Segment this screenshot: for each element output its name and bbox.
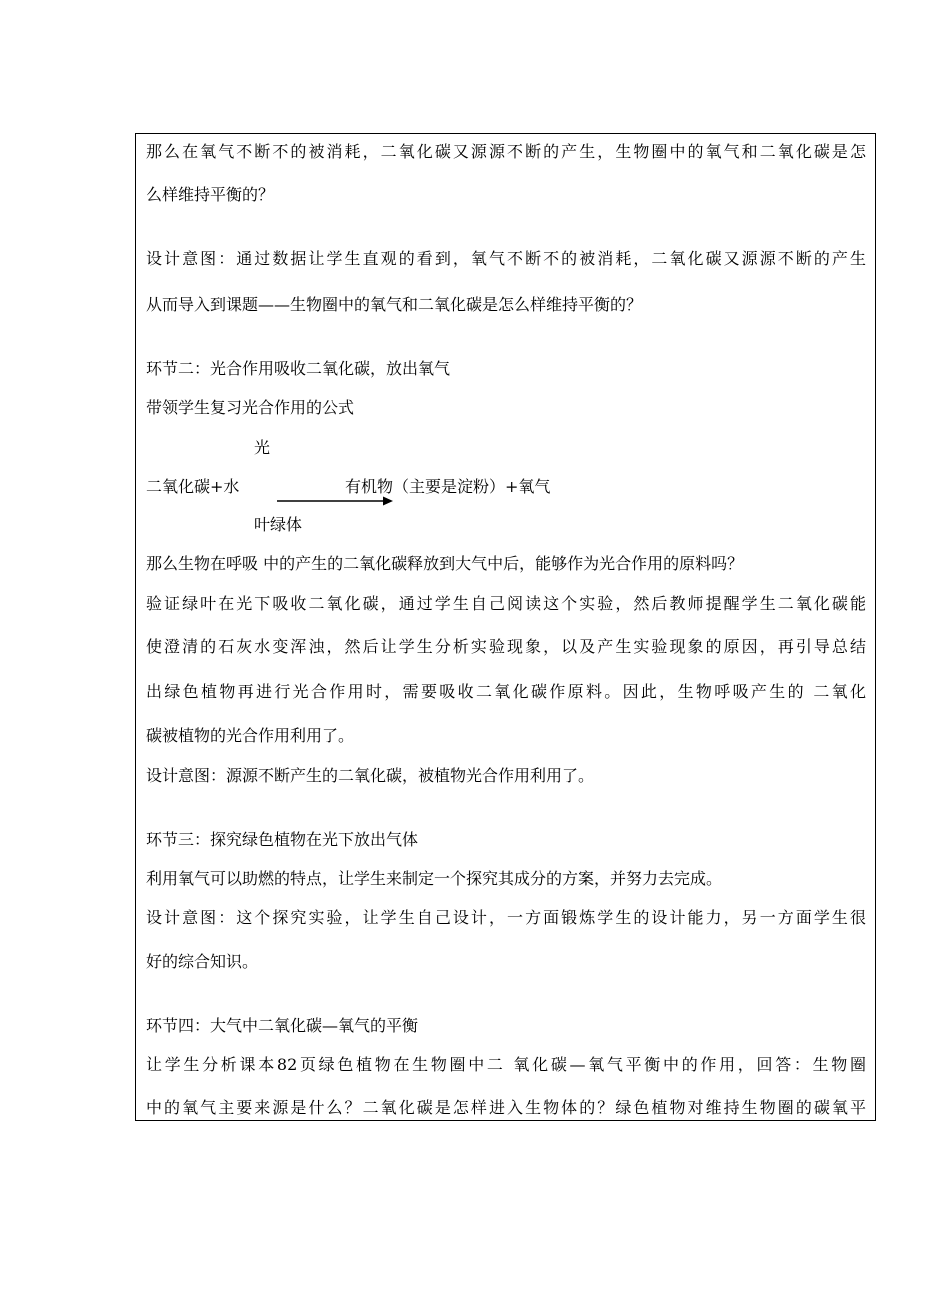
- paragraph-line: 出绿色植物再进行光合作用时，需要吸收二氧化碳作原料。因此，生物呼吸产生的 二氧化: [146, 682, 866, 701]
- formula-condition-light: 光: [254, 438, 271, 457]
- section-heading: 环节四：大气中二氧化碳—氧气的平衡: [146, 1016, 419, 1035]
- design-intent-line: 设计意图：这个探究实验，让学生自己设计，一方面锻炼学生的设计能力，另一方面学生很: [146, 908, 866, 927]
- design-intent-line: 从而导入到课题——生物圈中的氧气和二氧化碳是怎么样维持平衡的？: [146, 295, 643, 314]
- paragraph-line: 碳被植物的光合作用利用了。: [146, 726, 355, 745]
- formula-reactants: 二氧化碳+水: [146, 477, 240, 496]
- paragraph-line: 那么在氧气不断不的被消耗，二氧化碳又源源不断的产生，生物圈中的氧气和二氧化碳是怎: [146, 142, 866, 161]
- design-intent-line: 好的综合知识。: [146, 952, 259, 971]
- design-intent-line: 设计意图：通过数据让学生直观的看到，氧气不断不的被消耗，二氧化碳又源源不断的产生: [146, 249, 866, 268]
- paragraph-line: 使澄清的石灰水变浑浊，然后让学生分析实验现象，以及产生实验现象的原因，再引导总结: [146, 637, 866, 656]
- paragraph-line: 中的氧气主要来源是什么？二氧化碳是怎样进入生物体的？绿色植物对维持生物圈的碳氧平: [146, 1098, 866, 1117]
- formula-products: 有机物（主要是淀粉）+氧气: [345, 477, 551, 496]
- design-intent-line: 设计意图：源源不断产生的二氧化碳，被植物光合作用利用了。: [146, 766, 595, 785]
- section-heading: 环节二：光合作用吸收二氧化碳，放出氧气: [146, 359, 451, 378]
- paragraph-line: 利用氧气可以助燃的特点，让学生来制定一个探究其成分的方案，并努力去完成。: [146, 869, 723, 888]
- formula-condition-chlorophyll: 叶绿体: [254, 515, 303, 534]
- paragraph-line: 让学生分析课本82页绿色植物在生物圈中二 氧化碳—氧气平衡中的作用，回答：生物圈: [146, 1055, 866, 1074]
- paragraph-line: 验证绿叶在光下吸收二氧化碳，通过学生自己阅读这个实验，然后教师提醒学生二氧化碳能: [146, 594, 866, 613]
- table-cell-border: [135, 133, 876, 1121]
- section-heading: 环节三：探究绿色植物在光下放出气体: [146, 830, 419, 849]
- paragraph-line: 那么生物在呼吸 中的产生的二氧化碳释放到大气中后，能够作为光合作用的原料吗？: [146, 554, 744, 573]
- paragraph-line: 么样维持平衡的？: [146, 185, 275, 204]
- section-intro: 带领学生复习光合作用的公式: [146, 398, 355, 417]
